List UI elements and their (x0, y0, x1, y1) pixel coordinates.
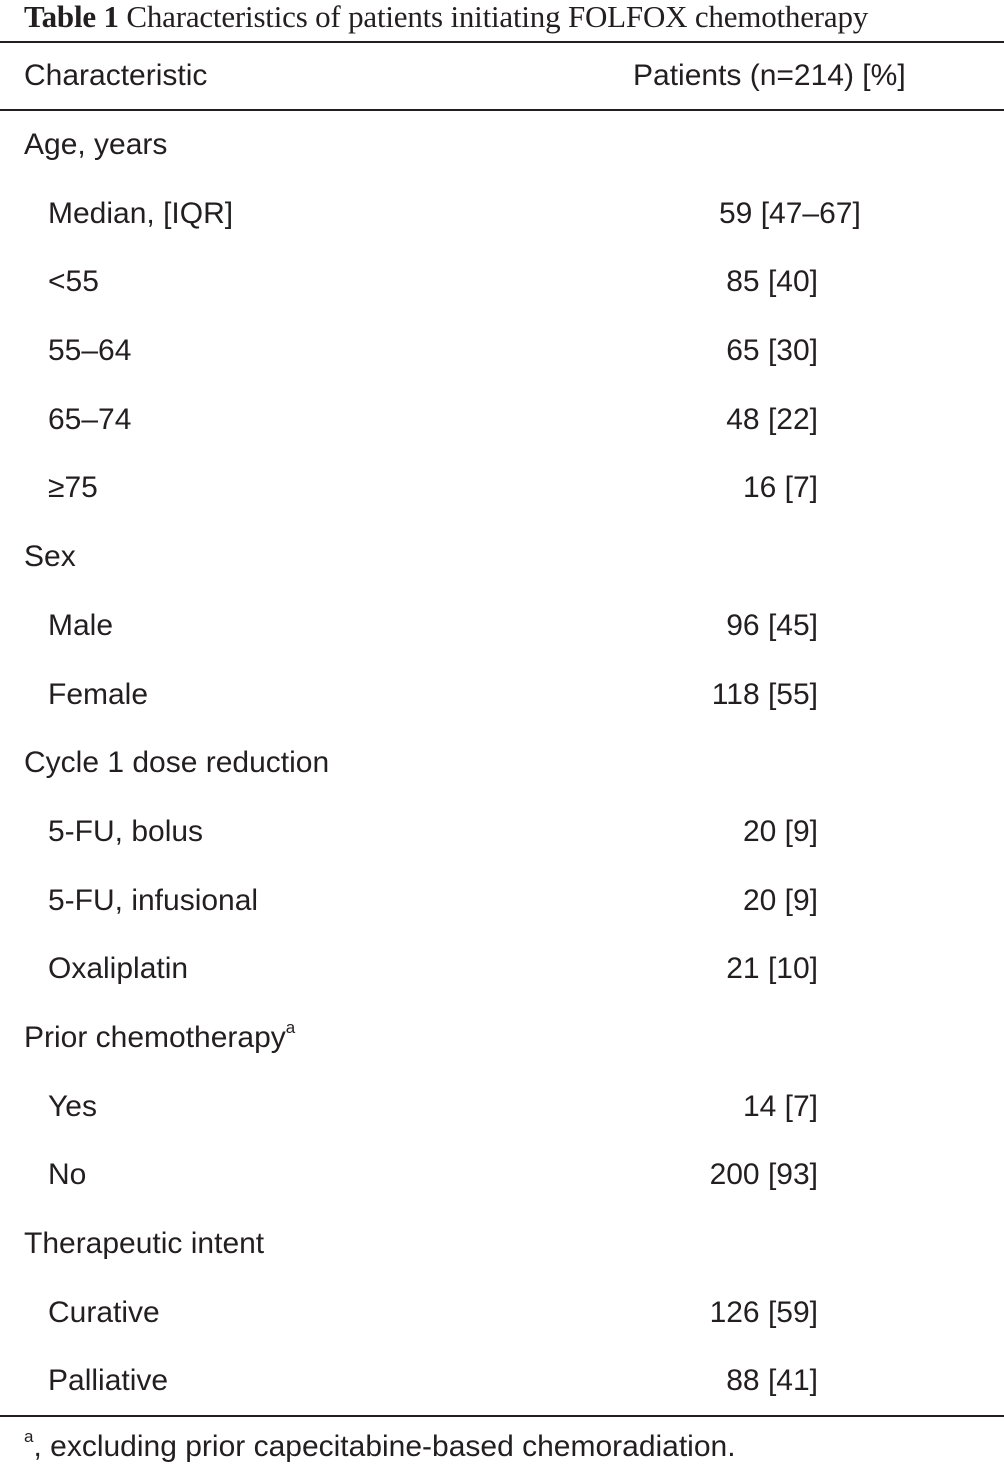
row-value: 126 [59] (709, 1295, 818, 1329)
table-row (0, 248, 1004, 317)
table-row (0, 523, 1004, 592)
table-row (0, 180, 1004, 249)
table-row (0, 111, 1004, 180)
row-value: 118 [55] (711, 677, 818, 711)
table-row (0, 317, 1004, 386)
table-row (0, 729, 1004, 798)
row-label: Sex (24, 540, 76, 574)
row-label: Median, [IQR] (48, 196, 234, 230)
table-row (0, 1279, 1004, 1348)
table-row (0, 454, 1004, 523)
row-value: 21 [10] (726, 952, 818, 986)
row-label: <55 (48, 265, 99, 299)
row-label: Palliative (48, 1364, 169, 1398)
table-body (0, 111, 1004, 1416)
row-value: 200 [93] (709, 1158, 818, 1192)
row-value: 85 [40] (726, 265, 818, 299)
row-label: 5-FU, infusional (48, 883, 259, 917)
row-label: Female (48, 677, 149, 711)
row-label: Age, years (24, 128, 168, 161)
row-label: Curative (48, 1295, 160, 1329)
footnote-marker: a (24, 1427, 34, 1446)
header-characteristic: Characteristic (24, 59, 208, 92)
row-value: 88 [41] (726, 1364, 818, 1398)
row-value: 16 [7] (742, 471, 818, 505)
row-value: 65 [30] (726, 334, 818, 368)
row-label: Prior chemotherapy (24, 1020, 286, 1054)
table-row (0, 1210, 1004, 1279)
header-patients: Patients (n=214) [%] (633, 59, 906, 92)
row-value: 96 [45] (726, 608, 818, 642)
table-row (0, 798, 1004, 867)
row-label: Male (48, 608, 114, 642)
table-row (0, 592, 1004, 661)
table-row (0, 1004, 1004, 1073)
bottom-rule (0, 1415, 1004, 1417)
row-label: Cycle 1 dose reduction (24, 746, 330, 780)
table-caption (24, 0, 868, 40)
row-value: 59 [47–67] (719, 196, 861, 230)
row-label: Therapeutic intent (24, 1227, 265, 1260)
table-footnote (0, 1428, 1004, 1466)
row-label: 65–74 (48, 402, 132, 436)
row-value: 20 [9] (742, 814, 818, 848)
table-number: Table 1 (24, 0, 119, 34)
table-row (0, 1073, 1004, 1142)
table-row (0, 661, 1004, 730)
row-label: 5-FU, bolus (48, 814, 204, 848)
footnote-text: , excluding prior capecitabine-based chemoradiation. (33, 1430, 736, 1463)
table-row (0, 867, 1004, 936)
table-row (0, 935, 1004, 1004)
row-label: No (48, 1158, 87, 1192)
row-label: Yes (48, 1089, 97, 1123)
row-label: 55–64 (48, 334, 132, 368)
row-value: 14 [7] (742, 1089, 818, 1123)
row-value: 48 [22] (726, 402, 818, 436)
table-row (0, 386, 1004, 455)
table-header (0, 42, 1004, 109)
row-label-wrap (24, 1004, 295, 1073)
row-value: 20 [9] (742, 883, 818, 917)
footnote-content (24, 1428, 736, 1466)
table-row (0, 1347, 1004, 1416)
table-title: Characteristics of patients initiating FOLFOX chemotherapy (126, 0, 869, 34)
table-row (0, 1141, 1004, 1210)
row-label: Oxaliplatin (48, 952, 189, 986)
row-label: ≥75 (48, 471, 98, 505)
footnote-marker: a (285, 1017, 296, 1037)
